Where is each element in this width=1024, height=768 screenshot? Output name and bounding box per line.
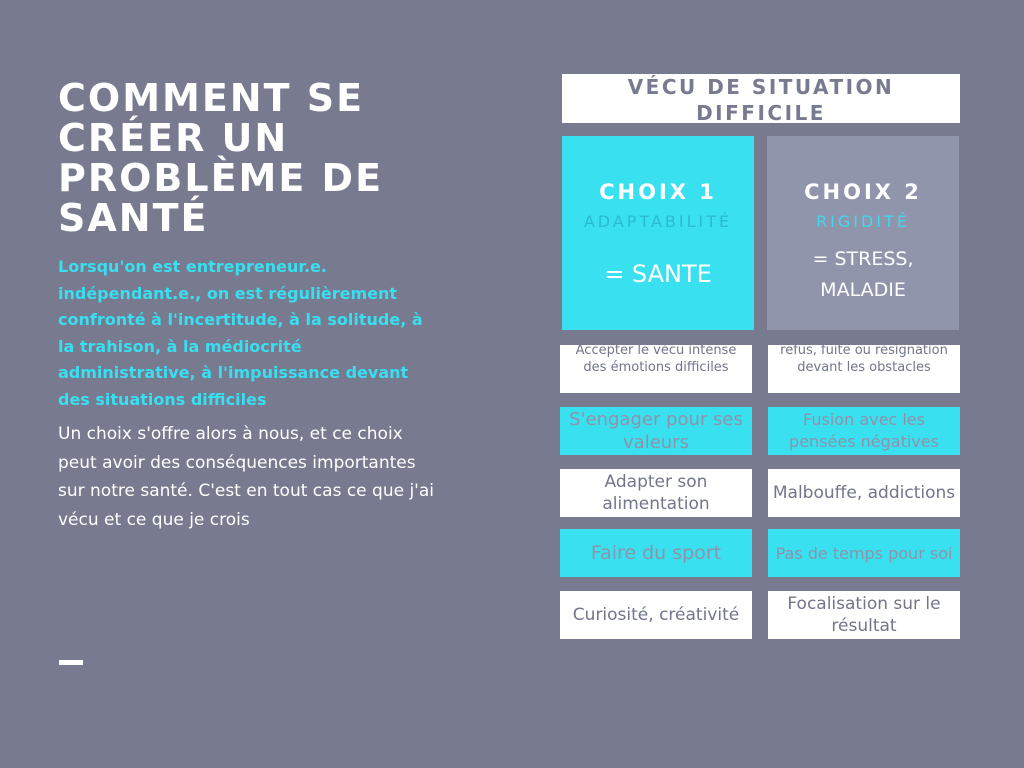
row-2-right-text: Fusion avec les pensées négatives — [789, 410, 939, 451]
row-3-right-cell — [768, 469, 960, 517]
choice-1-card — [562, 136, 754, 330]
row-2-right-cell — [768, 407, 960, 455]
row-5-left-text: Curiosité, créativité — [572, 605, 740, 625]
row-2-left-text: S'engager pour ses valeurs — [569, 409, 743, 453]
row-2-left-cell — [560, 407, 752, 455]
row-4-left-cell — [560, 529, 752, 577]
row-1-right-text: refus, fuite ou résignation devant les obstacles — [780, 345, 948, 375]
choice-2-title: CHOIX 2 — [804, 180, 922, 204]
choice-2-result: = STRESS, MALADIE — [812, 248, 914, 301]
choice-2-subtitle: RIGIDITÉ — [816, 212, 910, 231]
row-5-right-text: Focalisation sur le résultat — [787, 594, 941, 636]
row-3-right-text: Malbouffe, addictions — [772, 483, 956, 503]
choice-1-title: CHOIX 1 — [599, 180, 717, 204]
row-4-right-text: Pas de temps pour soi — [775, 543, 953, 563]
decorative-dash — [59, 660, 83, 665]
row-3-left-text: Adapter son alimentation — [602, 472, 710, 514]
row-5-left-cell — [560, 591, 752, 639]
row-1-left-text: Accepter le vécu intense des émotions difficiles — [575, 345, 737, 375]
page-title: COMMENT SE CRÉER UN PROBLÈME DE SANTÉ — [58, 76, 384, 240]
row-4-right-cell — [768, 529, 960, 577]
body-paragraph: Un choix s'offre alors à nous, et ce choix peut avoir des conséquences importantes sur notre santé. C'est en tout cas ce que j'ai vécu et ce que je crois — [58, 424, 435, 530]
situation-header: VÉCU DE SITUATION DIFFICILE — [562, 74, 960, 123]
row-1-left-cell — [560, 345, 752, 393]
choice-2-card — [767, 136, 959, 330]
row-5-right-cell — [768, 591, 960, 639]
choice-1-result: = SANTE — [604, 260, 712, 288]
row-3-left-cell — [560, 469, 752, 517]
row-4-left-text: Faire du sport — [590, 542, 722, 564]
intro-paragraph: Lorsqu'on est entrepreneur.e. indépendant.e., on est régulièrement confronté à l'incertitude, à la solitude, à la trahison, à la médiocrité administrative, à l'impuissance devant des situations difficiles — [58, 257, 423, 409]
row-1-right-cell — [768, 345, 960, 393]
choice-1-subtitle: ADAPTABILITÉ — [583, 212, 733, 231]
